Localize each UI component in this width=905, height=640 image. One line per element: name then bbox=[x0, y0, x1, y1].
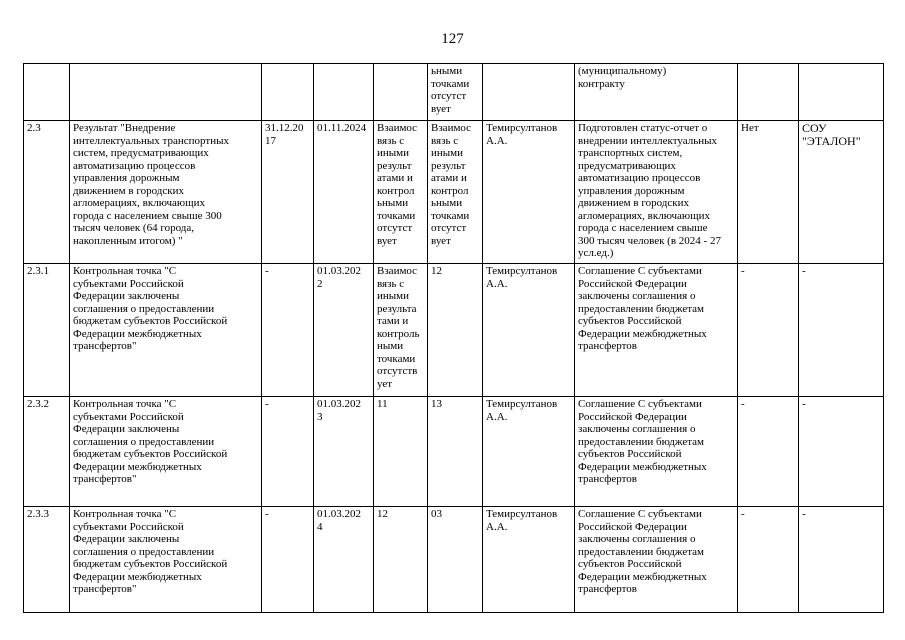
row-number-cell: 2.3.2 bbox=[24, 397, 70, 507]
row-name-cell bbox=[70, 64, 262, 121]
target-value-cell: 03 bbox=[428, 507, 483, 613]
responsible-cell: Темирсултанов А.А. bbox=[483, 264, 575, 397]
start-date-cell bbox=[262, 64, 314, 121]
results-table bbox=[23, 63, 884, 613]
start-date-cell: - bbox=[262, 397, 314, 507]
end-date-cell: 01.03.202 2 bbox=[314, 264, 374, 397]
target-value-cell: ьными точками отсутст вует bbox=[428, 64, 483, 121]
system-cell bbox=[799, 64, 884, 121]
start-date-cell: 31.12.20 17 bbox=[262, 121, 314, 264]
row-name-cell: Контрольная точка "С субъектами Российской Федерации заключены соглашения о предоставлении бюджетам субъектов Российской Федерации межбюджетных трансфертов" bbox=[70, 507, 262, 613]
row-number-cell: 2.3 bbox=[24, 121, 70, 264]
responsible-cell: Темирсултанов А.А. bbox=[483, 397, 575, 507]
table-row bbox=[24, 507, 884, 613]
flag-cell bbox=[738, 64, 799, 121]
target-value-cell: 13 bbox=[428, 397, 483, 507]
base-value-cell: Взаимос вязь с иными результа тами и контроль ными точками отсутств ует bbox=[374, 264, 428, 397]
row-number-cell: 2.3.1 bbox=[24, 264, 70, 397]
flag-cell: Нет bbox=[738, 121, 799, 264]
document-cell: Соглашение С субъектами Российской Федерации заключены соглашения о предоставлении бюджетам субъектов Российской Федерации межбюджетных трансфертов bbox=[575, 397, 738, 507]
document-cell: (муниципальному) контракту bbox=[575, 64, 738, 121]
start-date-cell: - bbox=[262, 264, 314, 397]
responsible-cell: Темирсултанов А.А. bbox=[483, 121, 575, 264]
document-cell: Соглашение С субъектами Российской Федерации заключены соглашения о предоставлении бюджетам субъектов Российской Федерации межбюджетных трансфертов bbox=[575, 507, 738, 613]
responsible-cell: Темирсултанов А.А. bbox=[483, 507, 575, 613]
table-row bbox=[24, 397, 884, 507]
row-number-cell: 2.3.3 bbox=[24, 507, 70, 613]
table-body bbox=[24, 64, 884, 613]
base-value-cell bbox=[374, 64, 428, 121]
system-cell: - bbox=[799, 264, 884, 397]
base-value-cell: Взаимос вязь с иными результ атами и контрол ьными точками отсутст вует bbox=[374, 121, 428, 264]
row-name-cell: Результат "Внедрение интеллектуальных транспортных систем, предусматривающих автоматизацию процессов управления дорожным движением в городских агломерациях, включающих города с населением свыше 300 тысяч человек (64 города, накопленным итогом) " bbox=[70, 121, 262, 264]
system-cell: СОУ "ЭТАЛОН" bbox=[799, 121, 884, 264]
row-name-cell: Контрольная точка "С субъектами Российской Федерации заключены соглашения о предоставлении бюджетам субъектов Российской Федерации межбюджетных трансфертов" bbox=[70, 397, 262, 507]
target-value-cell: 12 bbox=[428, 264, 483, 397]
base-value-cell: 12 bbox=[374, 507, 428, 613]
end-date-cell bbox=[314, 64, 374, 121]
table-row bbox=[24, 121, 884, 264]
flag-cell: - bbox=[738, 507, 799, 613]
base-value-cell: 11 bbox=[374, 397, 428, 507]
row-number-cell bbox=[24, 64, 70, 121]
flag-cell: - bbox=[738, 264, 799, 397]
end-date-cell: 01.11.2024 bbox=[314, 121, 374, 264]
end-date-cell: 01.03.202 3 bbox=[314, 397, 374, 507]
table-row bbox=[24, 264, 884, 397]
start-date-cell: - bbox=[262, 507, 314, 613]
responsible-cell bbox=[483, 64, 575, 121]
end-date-cell: 01.03.202 4 bbox=[314, 507, 374, 613]
table-row bbox=[24, 64, 884, 121]
document-cell: Подготовлен статус-отчет о внедрении интеллектуальных транспортных систем, предусматривающих автоматизацию процессов управления дорожным движением в городских агломерациях, включающих города с населением свыше 300 тысяч человек (в 2024 - 27 усл.ед.) bbox=[575, 121, 738, 264]
row-name-cell: Контрольная точка "С субъектами Российской Федерации заключены соглашения о предоставлении бюджетам субъектов Российской Федерации межбюджетных трансфертов" bbox=[70, 264, 262, 397]
system-cell: - bbox=[799, 397, 884, 507]
flag-cell: - bbox=[738, 397, 799, 507]
page-number: 127 bbox=[441, 31, 464, 47]
target-value-cell: Взаимос вязь с иными результ атами и контрол ьными точками отсутст вует bbox=[428, 121, 483, 264]
system-cell: - bbox=[799, 507, 884, 613]
document-cell: Соглашение С субъектами Российской Федерации заключены соглашения о предоставлении бюджетам субъектов Российской Федерации межбюджетных трансфертов bbox=[575, 264, 738, 397]
